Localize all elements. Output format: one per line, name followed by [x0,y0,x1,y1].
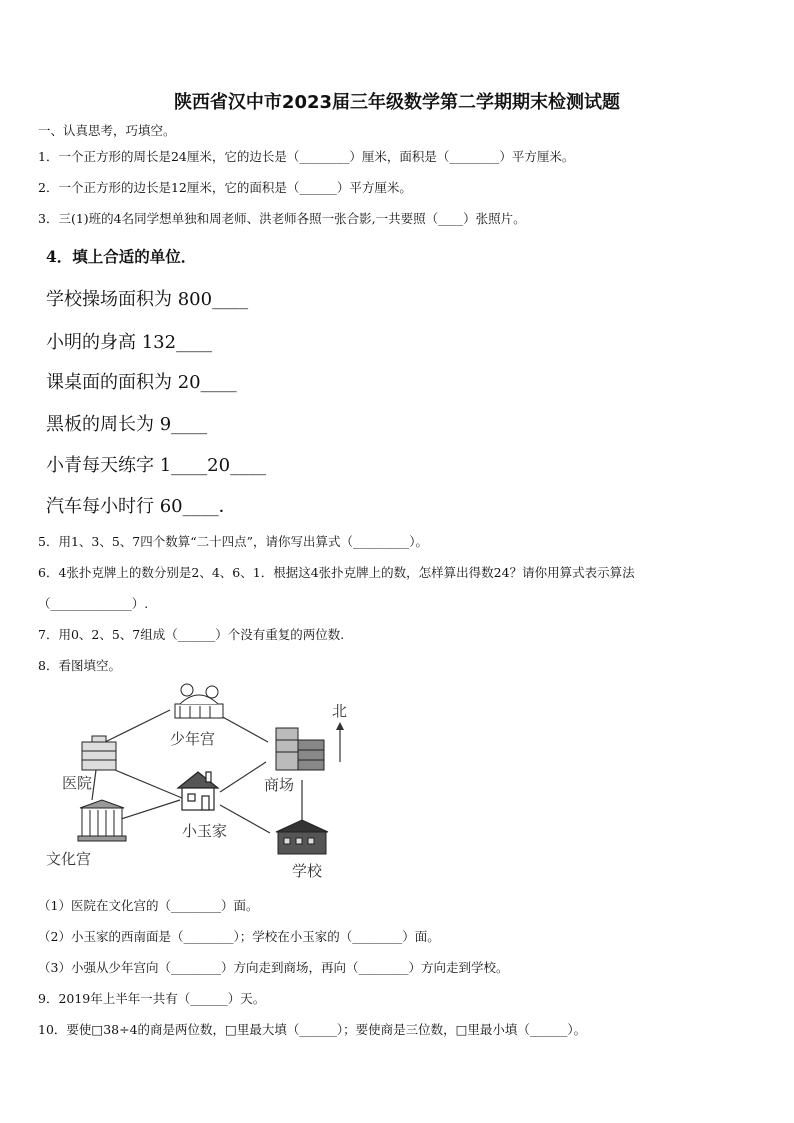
page-title: 陕西省汉中市2023届三年级数学第二学期期末检测试题 [173,92,621,113]
hospital-icon [82,736,116,770]
culture-palace-label: 文化宫 [46,850,92,868]
question-9: 9．2019年上半年一共有（______）天。 [38,991,266,1006]
question-4-item: 学校操场面积为 800____ [46,289,249,310]
question-4-heading: 4．填上合适的单位． [46,247,197,266]
question-8-part: （2）小玉家的西南面是（________）；学校在小玉家的（________）面。 [38,929,440,944]
question-8-part: （1）医院在文化宫的（________）面。 [38,898,259,913]
culture-palace-icon [78,800,126,841]
mall-icon [276,728,324,770]
school-icon [276,820,328,854]
question-1: 1．一个正方形的周长是24厘米，它的边长是（________）厘米，面积是（________）平方厘米。 [38,149,575,164]
question-8-part: （3）小强从少年宫向（________）方向走到商场，再向（________）方向走到学校。 [38,960,509,975]
house-icon [178,772,218,810]
location-map [40,680,380,880]
north-label: 北 [332,702,348,720]
question-4-item: 汽车每小时行 60____． [46,496,237,517]
question-5: 5．用1、3、5、7四个数算“二十四点”，请你写出算式（_________）。 [38,534,429,549]
school-label: 学校 [292,862,323,880]
north-arrow [332,702,347,762]
question-3: 3．三(1)班的4名同学想单独和周老师、洪老师各照一张合影,一共要照（____）张照片。 [38,211,526,226]
home-label: 小玉家 [182,822,228,840]
youth-palace-icon [175,684,223,718]
question-4-item: 小明的身高 132____ [46,332,213,353]
question-6: 6．4张扑克牌上的数分别是2、4、6、1．根据这4张扑克牌上的数，怎样算出得数24？请你用算式表示算法 [38,565,635,580]
question-4-item: 小青每天练字 1____20____ [46,455,267,476]
question-7: 7．用0、2、5、7组成（______）个没有重复的两位数. [38,627,345,642]
question-4-item: 课桌面的面积为 20____ [46,372,237,393]
question-6-answer: （_____________）. [38,596,149,611]
question-8: 8．看图填空。 [38,658,121,673]
map-connection-lines [92,710,302,833]
question-4-item: 黑板的周长为 9____ [46,414,208,435]
youth-palace-label: 少年宫 [170,730,216,748]
hospital-label: 医院 [62,774,93,792]
question-10: 10．要使□38÷4的商是两位数，□里最大填（______）；要使商是三位数，□里最小填（______）。 [38,1022,587,1037]
question-2: 2．一个正方形的边长是12厘米，它的面积是（______）平方厘米。 [38,180,412,195]
section-heading: 一、认真思考，巧填空。 [38,123,176,138]
mall-label: 商场 [264,776,295,794]
